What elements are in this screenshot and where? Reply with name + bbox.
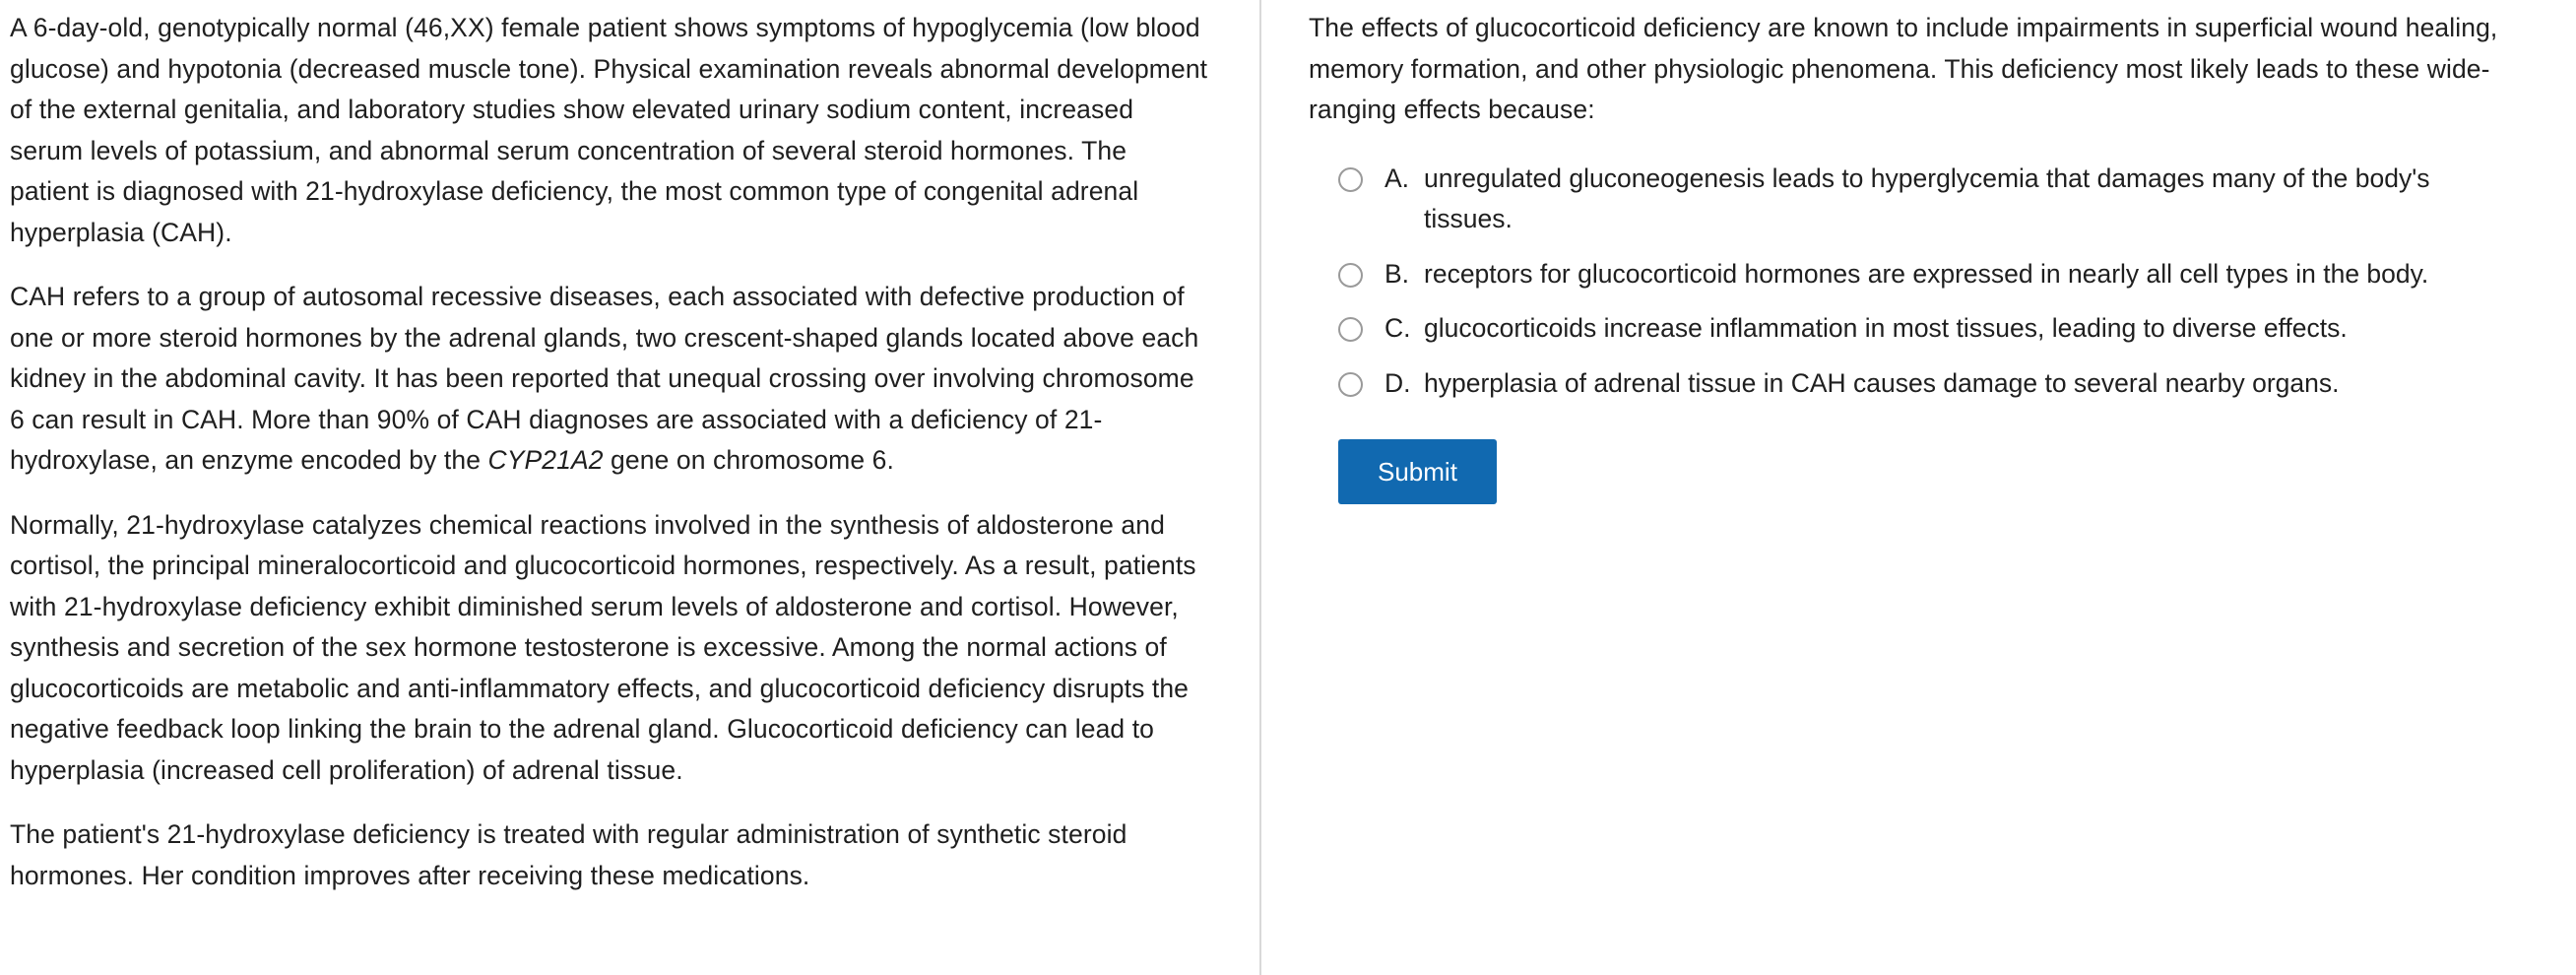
answer-choice-b[interactable] <box>1309 254 2517 295</box>
passage-paragraph-4: The patient's 21-hydroxylase deficiency is treated with regular administration of synthetic steroid hormones. Her condition improves after receiving these medications. <box>10 819 1127 890</box>
submit-row <box>1309 439 2517 504</box>
passage-paragraph-3: Normally, 21-hydroxylase catalyzes chemical reactions involved in the synthesis of aldosterone and cortisol, the principal mineralocorticoid and glucocorticoid hormones, respectively. As a result, patients with 21-hydroxylase deficiency exhibit diminished serum levels of aldosterone and cortisol. However, synthesis and secretion of the sex hormone testosterone is excessive. Among the normal actions of glucocorticoids are metabolic and anti-inflammatory effects, and glucocorticoid deficiency disrupts the negative feedback loop linking the brain to the adrenal gland. Glucocorticoid deficiency can lead to hyperplasia (increased cell proliferation) of adrenal tissue. <box>10 509 1196 785</box>
passage-paragraph-2-after-gene: gene on chromosome 6. <box>603 445 894 475</box>
answer-choice-a-letter: A. <box>1385 162 1410 193</box>
answer-choice-c-text: glucocorticoids increase inflammation in most tissues, leading to diverse effects. <box>1424 313 2348 343</box>
answer-choice-b-letter: B. <box>1385 258 1410 289</box>
answer-choice-a-text: unregulated gluconeogenesis leads to hyperglycemia that damages many of the body's tissues. <box>1424 162 2430 233</box>
radio-button-b[interactable] <box>1338 263 1363 288</box>
passage-panel <box>0 0 1261 975</box>
passage-paragraph-2-before-gene: CAH refers to a group of autosomal recessive diseases, each associated with defective production of one or more steroid hormones by the adrenal glands, two crescent-shaped glands located above each kidney in the abdominal cavity. It has been reported that unequal crossing over involving chromosome 6 can result in CAH. More than 90% of CAH diagnoses are associated with a deficiency of 21-hydroxylase, an enzyme encoded by the <box>10 282 1199 475</box>
answer-choice-d-letter: D. <box>1385 367 1411 398</box>
answer-choice-b-text: receptors for glucocorticoid hormones are expressed in nearly all cell types in the body. <box>1424 258 2429 289</box>
answer-choice-d[interactable] <box>1309 363 2517 405</box>
gene-name: CYP21A2 <box>487 445 604 475</box>
answer-choice-c-letter: C. <box>1385 313 1411 343</box>
question-panel <box>1261 0 2576 975</box>
answer-choices <box>1309 159 2517 405</box>
submit-button[interactable]: Submit <box>1338 439 1497 504</box>
radio-button-a[interactable] <box>1338 167 1363 192</box>
passage-paragraph-1: A 6-day-old, genotypically normal (46,XX) female patient shows symptoms of hypoglycemia (low blood glucose) and hypotonia (decreased muscle tone). Physical examination reveals abnormal development of the external genitalia, and laboratory studies show elevated urinary sodium content, increased serum levels of potassium, and abnormal serum concentration of several steroid hormones. The patient is diagnosed with 21-hydroxylase deficiency, the most common type of congenital adrenal hyperplasia (CAH). <box>10 13 1208 247</box>
answer-choice-d-text: hyperplasia of adrenal tissue in CAH causes damage to several nearby organs. <box>1424 367 2340 398</box>
answer-choice-c[interactable] <box>1309 308 2517 350</box>
radio-button-c[interactable] <box>1338 317 1363 342</box>
question-stem: The effects of glucocorticoid deficiency are known to include impairments in superficial wound healing, memory formation, and other physiologic phenomena. This deficiency most likely leads to these wide-ranging effects because: <box>1309 13 2498 124</box>
radio-button-d[interactable] <box>1338 372 1363 397</box>
answer-choice-a[interactable] <box>1309 159 2517 240</box>
passage-paragraph-2 <box>10 277 1208 482</box>
